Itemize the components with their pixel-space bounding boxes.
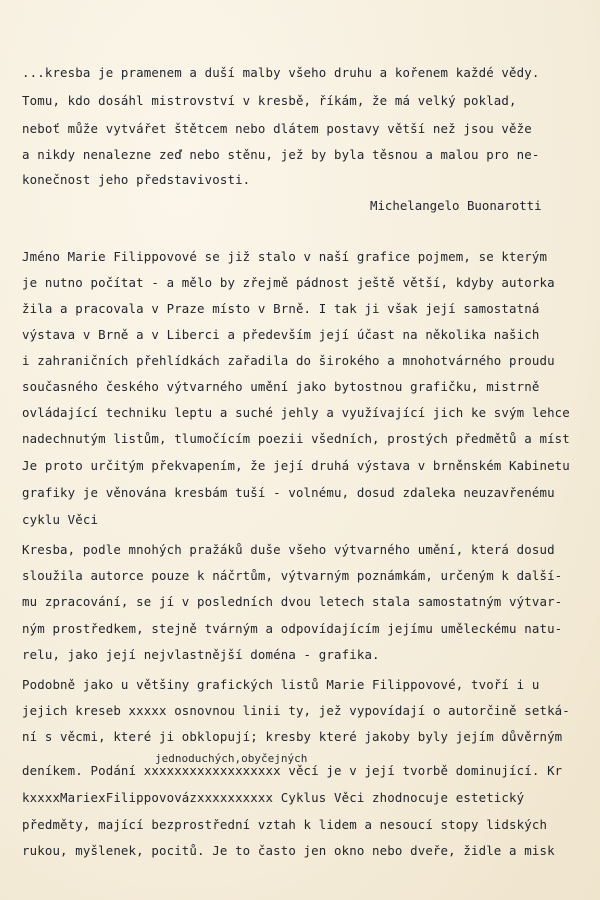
body-line: relu, jako její nejvlastnější doména - grafika. [22, 647, 380, 662]
body-line: je nutno počítat - a mělo by zřejmě pádnost ještě větší, kdyby autorka [22, 275, 555, 290]
body-line: Podobně jako u většiny grafických listů Marie Filippovové, tvoří i u [22, 677, 540, 692]
body-line: ní s věcmi, které ji obklopují; kresby které jakoby byly jejím důvěrným [22, 729, 563, 744]
body-line: současného českého výtvarného umění jako bytostnou grafičku, mistrně [22, 379, 540, 394]
body-line: Jméno Marie Filippovové se již stalo v naší grafice pojmem, se kterým [22, 249, 548, 264]
body-line: ovládající techniku leptu a suché jehly a využívající jich ke svým lehce [22, 405, 570, 420]
epigraph-line: Tomu, kdo dosáhl mistrovství v kresbě, říkám, že má velký poklad, [22, 93, 517, 108]
body-line: rukou, myšlenek, pocitů. Je to často jen okno nebo dveře, židle a misk [22, 843, 555, 858]
body-line: cyklu Věci [22, 512, 99, 527]
body-line: i zahraničních přehlídkách zařadila do širokého a mnohotvárného proudu [22, 353, 555, 368]
body-line: jejich kreseb xxxxx osnovnou linii ty, jež vypovídají o autorčině setká- [22, 703, 570, 718]
body-line: nadechnutým listům, tlumočícím poezii všedních, prostých předmětů a míst [22, 431, 570, 446]
body-line: výstava v Brně a v Liberci a především její účast na několika našich [22, 327, 540, 342]
epigraph-line: konečnost jeho představivosti. [22, 172, 251, 187]
body-line: kxxxxMariexFilippovovázxxxxxxxxxx Cyklus Věci zhodnocuje estetický [22, 790, 525, 805]
epigraph-line: ...kresba je pramenem a duší malby všeho druhu a kořenem každé vědy. [22, 65, 540, 80]
epigraph-author: Michelangelo Buonarotti [370, 198, 542, 213]
body-line: Je proto určitým překvapením, že její druhá výstava v brněnském Kabinetu [22, 458, 570, 473]
handwritten-insertion: jednoduchých,obyčejných [155, 752, 308, 765]
body-line: ným prostředkem, stejně tvárným a odpovídajícím jejímu uměleckému natu- [22, 621, 563, 636]
body-line: žila a pracovala v Praze místo v Brně. I tak ji však její samostatná [22, 301, 540, 316]
epigraph-line: a nikdy nenalezne zeď nebo stěnu, jež by byla těsnou a malou pro ne- [22, 147, 540, 162]
body-line: Kresba, podle mnohých pražáků duše všeho výtvarného umění, která dosud [22, 542, 555, 557]
body-line: předměty, mající bezprostřední vztah k lidem a nesoucí stopy lidských [22, 817, 548, 832]
body-line: mu zpracování, se jí v posledních dvou letech stala samostatným výtvar- [22, 594, 563, 609]
body-line: grafiky je věnována kresbám tuší - volnému, dosud zdaleka neuzavřenému [22, 485, 555, 500]
epigraph-line: neboť může vytvářet štětcem nebo dlátem postavy větší než jsou věže [22, 121, 532, 136]
body-line: sloužila autorce pouze k náčrtům, výtvarným poznámkám, určeným k další- [22, 568, 563, 583]
body-line: deníkem. Podání xxxxxxxxxxxxxxxxxx věcí je v její tvorbě dominující. Kr [22, 763, 563, 778]
